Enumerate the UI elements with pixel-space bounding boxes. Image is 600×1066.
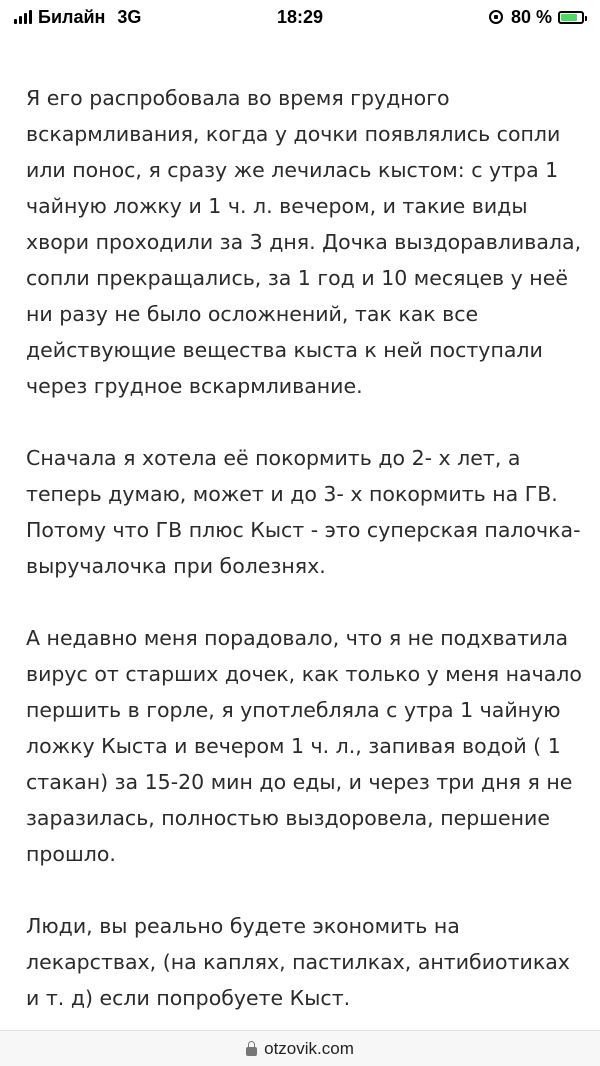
network-type: 3G — [117, 6, 142, 27]
orientation-lock-icon — [489, 10, 503, 24]
lock-icon — [246, 1047, 257, 1056]
site-domain[interactable]: otzovik.com — [264, 1038, 354, 1058]
status-right — [489, 7, 584, 28]
battery-percent: 80 % — [510, 6, 552, 27]
review-text — [26, 80, 586, 1052]
paragraph-1: Я его распробовала во время грудного вскармливания, когда у дочки появлялись сопли или понос, я сразу же лечилась кыстом: с утра 1 чайную ложку и 1 ч. л. вечером, и такие виды хвори проходили за 3 дня. Дочка выздоравливала, сопли прекращались, за 1 год и 10 месяцев у неё ни разу не было осложнений, так как все действующие вещества кыста к ней поступали через грудное вскармливание. — [26, 86, 582, 398]
status-left — [14, 7, 141, 28]
battery-icon — [558, 11, 584, 24]
clock: 18:29 — [276, 7, 324, 27]
paragraph-2: Сначала я хотела её покормить до 2- х лет, а теперь думаю, может и до 3- х покормить на ГВ. Потому что ГВ плюс Кыст - это суперская палочка- выручалочка при болезнях. — [26, 446, 581, 578]
carrier-name: Билайн — [38, 6, 106, 27]
signal-icon — [14, 10, 32, 24]
battery-fill — [561, 14, 577, 21]
status-bar — [0, 0, 600, 34]
paragraph-4: Люди, вы реально будете экономить на лекарствах, (на каплях, пастилках, антибиотиках и т. д) если попробуете Кыст. — [26, 914, 570, 1010]
address-bar[interactable] — [0, 1030, 600, 1066]
paragraph-3: А недавно меня порадовало, что я не подхватила вирус от старших дочек, как только у меня начало першить в горле, я употлебляла с утра 1 чайную ложку Кыста и вечером 1 ч. л., запивая водой ( 1 стакан) за 15-20 мин до еды, и через три дня я не заразилась, полностью выздоровела, першение прошло. — [26, 626, 582, 866]
